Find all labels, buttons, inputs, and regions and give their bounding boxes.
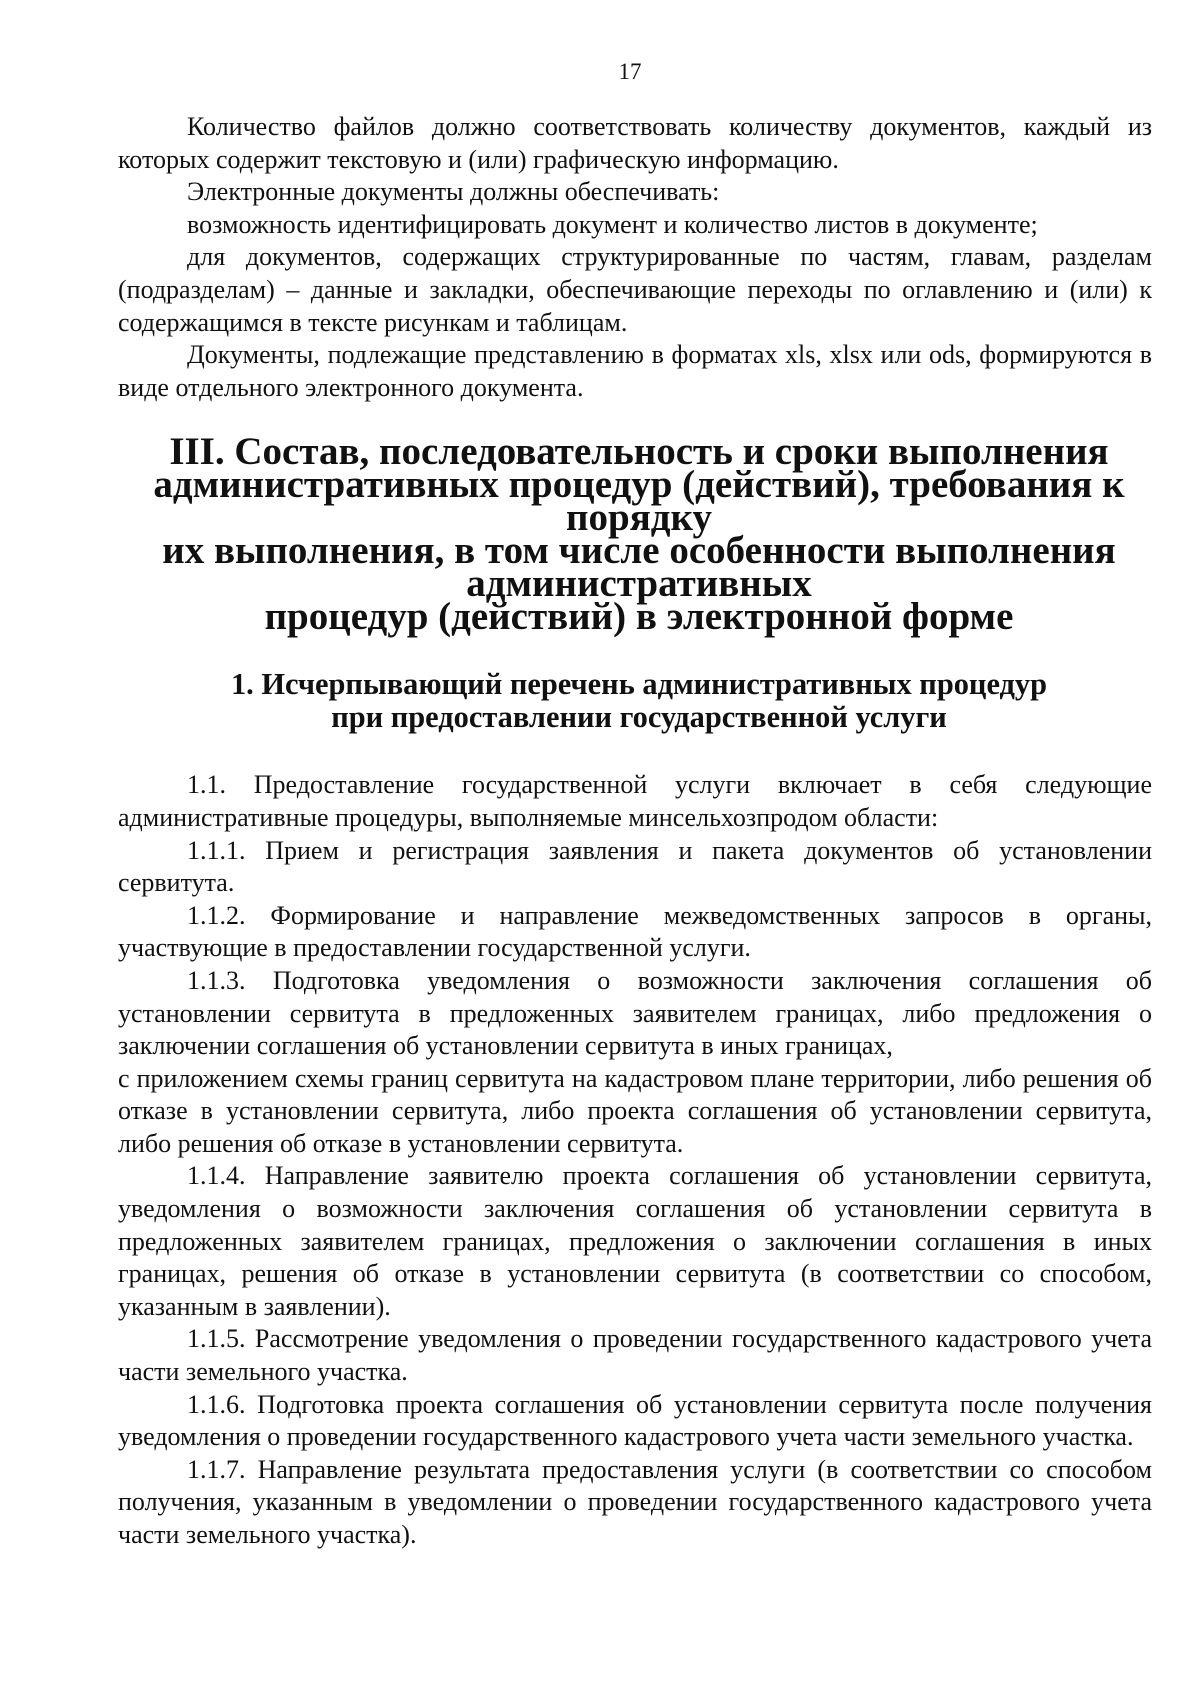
intro-paragraph-structured-documents: для документов, содержащих структурированные по частям, главам, разделам (подразделам) – данные и закладки, обеспечивающие переходы по оглавлению и (или) к содержащимся в тексте рисункам и таблицам.: [118, 242, 1152, 337]
document-content: [118, 111, 1152, 1552]
spacer: [118, 734, 1152, 769]
section-heading: [118, 430, 1152, 639]
subsection-heading-line-1: 1. Исчерпывающий перечень административных процедур: [230, 667, 1048, 702]
subsection-heading-line-2: при предоставлении государственной услуги: [331, 700, 947, 735]
paragraph-1-1-5: 1.1.5. Рассмотрение уведомления о проведении государственного кадастрового учета части земельного участка.: [118, 1324, 1152, 1387]
section-heading-line-1: III. Состав, последовательность и сроки выполнения: [169, 430, 1109, 474]
intro-paragraph-electronic-docs: Электронные документы должны обеспечивать:: [187, 177, 720, 207]
intro-paragraph-identify-document: возможность идентифицировать документ и количество листов в документе;: [187, 209, 1038, 239]
subsection-heading: [118, 668, 1152, 734]
paragraph-1-1-4: 1.1.4. Направление заявителю проекта соглашения об установлении сервитута, уведомления о возможности заключения соглашения об установлении сервитута в предложенных заявителем границах, предложения о заключении соглашения в иных границах, решения об отказе в установлении сервитута (в соответствии со способом, указанным в заявлении).: [118, 1161, 1152, 1321]
paragraph-1-1-6: 1.1.6. Подготовка проекта соглашения об установлении сервитута после получения уведомления о проведении государственного кадастрового учета части земельного участка.: [118, 1389, 1152, 1452]
intro-paragraph-spreadsheet-formats: Документы, подлежащие представлению в форматах xls, xlsx или ods, формируются в виде отдельного электронного документа.: [118, 340, 1152, 402]
paragraph-1-1: 1.1. Предоставление государственной услуги включает в себя следующие административные процедуры, выполняемые минсельхозпродом области:: [118, 770, 1152, 832]
paragraph-1-1-2: 1.1.2. Формирование и направление межведомственных запросов в органы, участвующие в предоставлении государственной услуги.: [118, 900, 1152, 963]
page-number: 17: [618, 59, 642, 84]
section-heading-line-4: процедур (действий) в электронной форме: [264, 595, 1014, 639]
paragraph-1-1-3-continuation: с приложением схемы границ сервитута на кадастровом плане территории, либо решения об отказе в установлении сервитута, либо проекта соглашения об установлении сервитута, либо решения об отказе в установлении сервитута.: [118, 1063, 1152, 1158]
section-heading-line-3: их выполнения, в том числе особенности выполнения административных: [162, 529, 1116, 606]
intro-paragraph-file-count: Количество файлов должно соответствовать количеству документов, каждый из которых содержит текстовую и (или) графическую информацию.: [118, 112, 1152, 174]
paragraph-1-1-3: 1.1.3. Подготовка уведомления о возможности заключения соглашения об установлении сервитута в предложенных заявителем границах, либо предложения о заключении соглашения об установлении сервитута в иных границах,: [118, 965, 1152, 1061]
paragraph-1-1-7: 1.1.7. Направление результата предоставления услуги (в соответствии со способом получения, указанным в уведомлении о проведении государственного кадастрового учета части земельного участка).: [118, 1454, 1152, 1549]
paragraph-1-1-1: 1.1.1. Прием и регистрация заявления и пакета документов об установлении сервитута.: [118, 835, 1152, 898]
spacer: [118, 633, 1152, 668]
section-heading-line-2: административных процедур (действий), требования к порядку: [153, 463, 1125, 540]
